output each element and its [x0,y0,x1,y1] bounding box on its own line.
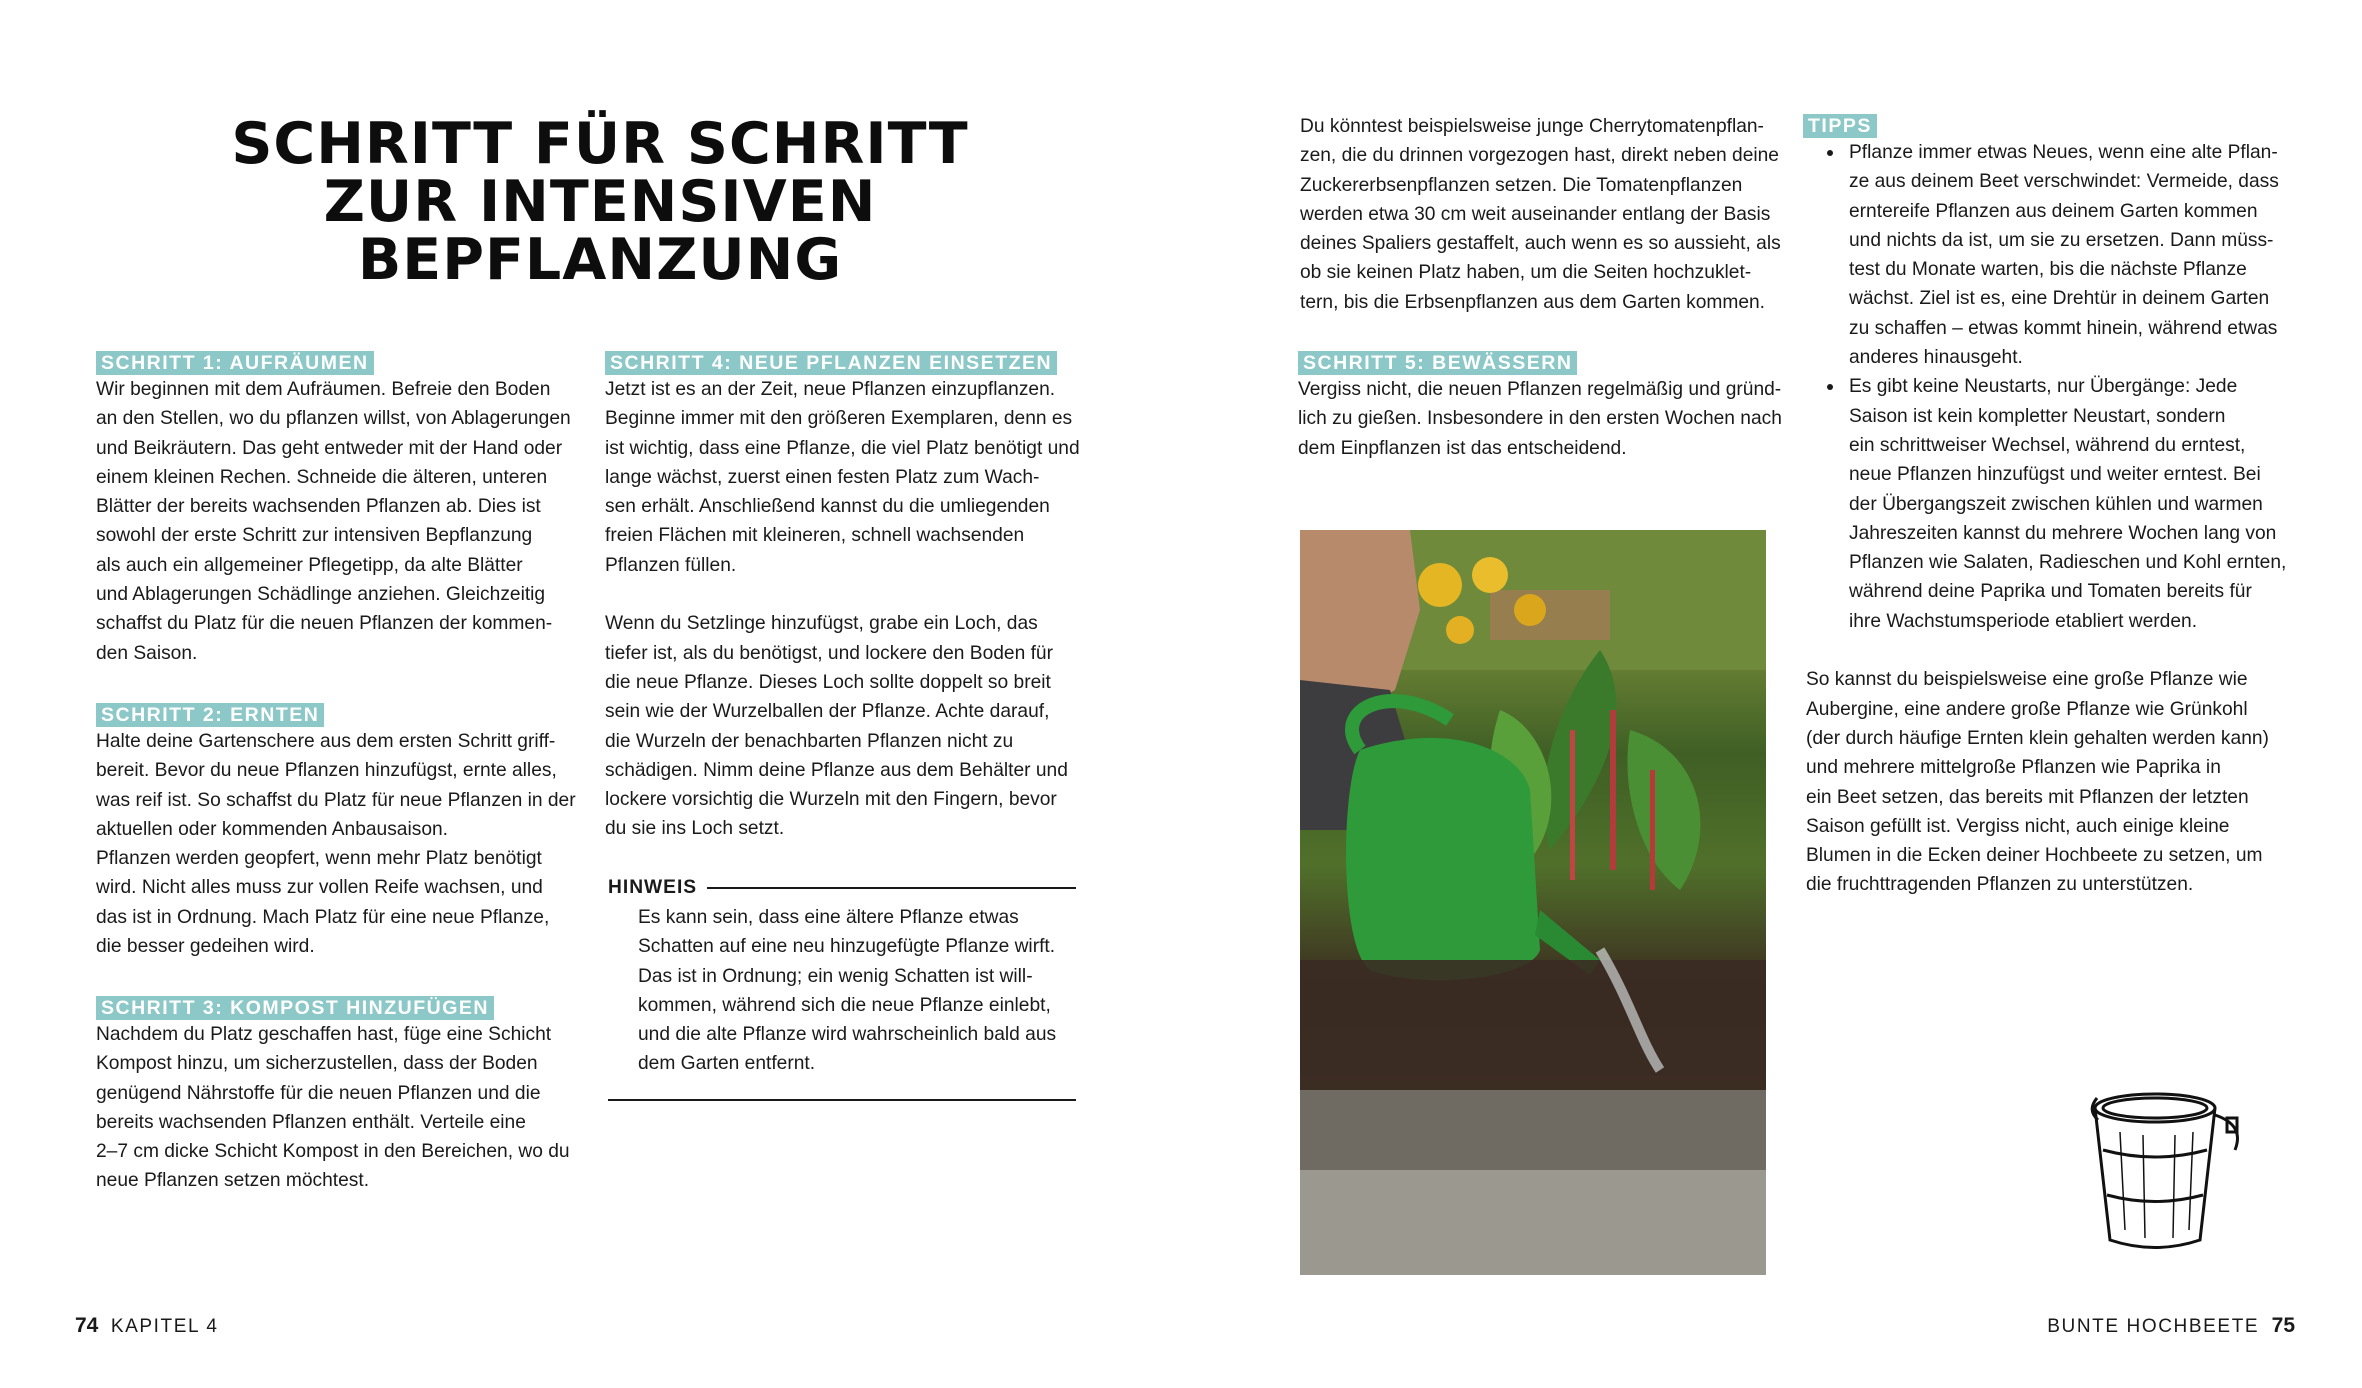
title-line: BEPFLANZUNG [357,227,843,293]
text-line: Pflanze immer etwas Neues, wenn eine alte Pflan- [1849,142,2278,163]
text-line: erntereife Pflanzen aus deinem Garten kommen [1849,200,2258,222]
text-line: die fruchttragenden Pflanzen zu unterstützen. [1806,874,2194,896]
hinweis-box [608,877,1076,1101]
tipps-bullet-1 [1849,138,2283,372]
text-line: test du Monate warten, bis die nächste Pflanze [1849,259,2247,281]
text-line: deines Spaliers gestaffelt, auch wenn es so aussieht, als [1300,233,1781,255]
bullet-dot [1827,150,1833,156]
tipps-label: TIPPS [1803,114,1877,138]
text-line: Pflanzen füllen. [605,554,737,576]
text-line: was reif ist. So schaffst du Platz für neue Pflanzen in der [96,789,576,811]
text-line: Es gibt keine Neustarts, nur Übergänge: Jede [1849,376,2238,398]
step-2-section [96,703,576,961]
text-line: das ist in Ordnung. Mach Platz für eine neue Pflanze, [96,906,550,928]
text-line: sen erhält. Anschließend kannst du die umliegenden [605,496,1050,518]
text-line: die neue Pflanze. Dieses Loch sollte doppelt so breit [605,671,1051,693]
text-line: und nichts da ist, um sie zu ersetzen. Dann müss- [1849,229,2274,251]
step-4-label: SCHRITT 4: NEUE PFLANZEN EINSETZEN [605,351,1057,375]
text-line: genügend Nährstoffe für die neuen Pflanzen und die [96,1082,541,1104]
text-line: So kannst du beispielsweise eine große Pflanze wie [1806,669,2248,691]
step-5-section [1298,351,1782,463]
hinweis-heading: HINWEIS [608,877,698,898]
step-1-text [96,375,576,668]
text-line: wird. Nicht alles muss zur vollen Reife wachsen, und [96,877,543,899]
bullet-dot [1827,384,1833,390]
text-line: als auch ein allgemeiner Pflegetipp, da alte Blätter [96,554,523,576]
text-line: sein wie der Wurzelballen der Pflanze. Achte darauf, [605,701,1050,723]
text-line: Jetzt ist es an der Zeit, neue Pflanzen einzupflanzen. [605,379,1056,400]
text-line: Halte deine Gartenschere aus dem ersten Schritt griff- [96,731,556,752]
text-line: während deine Paprika und Tomaten bereits für [1849,581,2252,603]
text-line: ein Beet setzen, das bereits mit Pflanzen der letzten [1806,786,2249,808]
text-line: aktuellen oder kommenden Anbausaison. [96,818,449,840]
chapter-label: KAPITEL 4 [110,1316,219,1337]
tipps-closing-text [1806,665,2283,899]
text-line: werden etwa 30 cm weit auseinander entlang der Basis [1300,203,1771,225]
hinweis-top-rule [707,887,1076,889]
hinweis-text [608,903,1076,1079]
text-line: anderes hinausgeht. [1849,347,2023,369]
text-line: schaffst du Platz für die neuen Pflanzen der kommen- [96,613,553,635]
text-line: einem kleinen Rechen. Schneide die älteren, unteren [96,466,548,488]
text-line: lich zu gießen. Insbesondere in den ersten Wochen nach [1298,408,1782,430]
step-3-section [96,996,576,1196]
text-line: wächst. Ziel ist es, eine Drehtür in deinem Garten [1849,288,2270,310]
text-line: Kompost hinzu, um sicherzustellen, dass der Boden [96,1053,538,1075]
text-line: sowohl der erste Schritt zur intensiven Bepflanzung [96,525,533,547]
title-line: ZUR INTENSIVEN [323,169,877,235]
step-3-text [96,1020,576,1196]
text-line: zen, die du drinnen vorgezogen hast, direkt neben deine [1300,145,1779,167]
bucket-icon [2085,1080,2245,1255]
text-line: an den Stellen, wo du pflanzen willst, von Ablagerungen [96,408,571,430]
text-line: neue Pflanzen hinzufügst und weiter erntest. Bei [1849,464,2261,486]
page-title [150,111,1050,293]
tipps-section [1803,114,2287,900]
text-line: kommen, während sich die neue Pflanze einlebt, [638,994,1051,1016]
text-line: Wenn du Setzlinge hinzufügst, grabe ein Loch, das [605,613,1038,635]
text-line: ist wichtig, dass eine Pflanze, die viel Platz benötigt und [605,437,1080,459]
text-line: und Ablagerungen Schädlinge anziehen. Gleichzeitig [96,584,546,606]
garden-photo-illustration [1300,530,1766,1275]
text-line: tern, bis die Erbsenpflanzen aus dem Garten kommen. [1300,291,1766,313]
text-line: Vergiss nicht, die neuen Pflanzen regelmäßig und gründ- [1298,379,1782,400]
page-number-left: 74 [75,1314,99,1337]
step-1-label: SCHRITT 1: AUFRÄUMEN [96,351,374,375]
footer-left [75,1314,219,1338]
text-line: Jahreszeiten kannst du mehrere Wochen lang von [1849,522,2277,544]
text-line: die besser gedeihen wird. [96,936,315,958]
text-line: zu schaffen – etwas kommt hinein, während etwas [1849,317,2278,339]
text-line: Saison gefüllt ist. Vergiss nicht, auch einige kleine [1806,815,2230,837]
text-line: bereits wachsenden Pflanzen enthält. Verteile eine [96,1111,526,1133]
text-line: ze aus deinem Beet verschwindet: Vermeide, dass [1849,171,2279,193]
text-line: freien Flächen mit kleineren, schnell wachsenden [605,525,1025,547]
text-line: ein schrittweiser Wechsel, während du erntest, [1849,434,2246,456]
tipps-bullet-2-text [1849,372,2287,636]
text-line: Wir beginnen mit dem Aufräumen. Befreie den Boden [96,379,551,400]
page-number-right: 75 [2271,1314,2295,1337]
hinweis-bottom-rule [608,1099,1076,1101]
text-line: schädigen. Nimm deine Pflanze aus dem Behälter und [605,759,1068,781]
text-line: Das ist in Ordnung; ein wenig Schatten ist will- [638,965,1033,987]
text-line: Beginne immer mit den größeren Exemplaren, denn es [605,408,1073,430]
step-2-label: SCHRITT 2: ERNTEN [96,703,324,727]
text-line: Pflanzen werden geopfert, wenn mehr Platz benötigt [96,848,542,870]
step-3-label: SCHRITT 3: KOMPOST HINZUFÜGEN [96,996,494,1020]
step-5-text [1298,375,1782,463]
text-line: neue Pflanzen setzen möchtest. [96,1170,370,1192]
tipps-bullet-2 [1849,372,2287,636]
step-4-text-b [605,609,1085,843]
tipps-bullet-1-text [1849,138,2283,372]
text-line: den Saison. [96,642,198,664]
text-line: der Übergangszeit zwischen kühlen und warmen [1849,493,2263,515]
text-line: tiefer ist, als du benötigst, und lockere den Boden für [605,642,1053,664]
text-line: lange wächst, zuerst einen festen Platz zum Wach- [605,466,1040,488]
garden-photo [1300,530,1766,1275]
text-line: die Wurzeln der benachbarten Pflanzen nicht zu [605,730,1014,752]
step-1-section [96,351,576,668]
text-line: Blumen in die Ecken deiner Hochbeete zu setzen, um [1806,845,2263,867]
text-line: und die alte Pflanze wird wahrscheinlich bald aus [638,1024,1057,1046]
text-line: Saison ist kein kompletter Neustart, sondern [1849,405,2226,427]
text-line: du sie ins Loch setzt. [605,818,785,840]
text-line: ihre Wachstumsperiode etabliert werden. [1849,610,2198,632]
text-line: dem Einpflanzen ist das entscheidend. [1298,437,1627,459]
text-line: und mehrere mittelgroße Pflanzen wie Paprika in [1806,757,2221,779]
text-line: Blätter der bereits wachsenden Pflanzen ab. Dies ist [96,496,541,518]
step-4-section [605,351,1085,844]
text-line: Es kann sein, dass eine ältere Pflanze etwas [638,907,1019,928]
step-4-text-a [605,375,1085,580]
step-2-text [96,727,576,961]
footer-right [2047,1314,2295,1338]
text-line: Pflanzen wie Salaten, Radieschen und Kohl ernten, [1849,552,2287,574]
text-line: Du könntest beispielsweise junge Cherrytomatenpflan- [1300,116,1764,137]
text-line: Zuckererbsenpflanzen setzen. Die Tomatenpflanzen [1300,174,1743,196]
text-line: (der durch häufige Ernten klein gehalten werden kann) [1806,727,2269,749]
text-line: 2–7 cm dicke Schicht Kompost in den Bereichen, wo du [96,1141,570,1163]
text-line: Schatten auf eine neu hinzugefügte Pflanze wirft. [638,936,1056,958]
right-intro [1300,112,1780,317]
text-line: Aubergine, eine andere große Pflanze wie Grünkohl [1806,698,2248,720]
book-section-label: BUNTE HOCHBEETE [2047,1316,2260,1337]
step-5-label: SCHRITT 5: BEWÄSSERN [1298,351,1577,375]
text-line: und Beikräutern. Das geht entweder mit der Hand oder [96,437,563,459]
right-intro-text [1300,112,1780,317]
text-line: bereit. Bevor du neue Pflanzen hinzufügst, ernte alles, [96,760,557,782]
text-line: lockere vorsichtig die Wurzeln mit den Fingern, bevor [605,789,1057,811]
text-line: Nachdem du Platz geschaffen hast, füge eine Schicht [96,1024,552,1045]
text-line: ob sie keinen Platz haben, um die Seiten hochzuklet- [1300,262,1752,284]
title-line: SCHRITT FÜR SCHRITT [231,111,969,177]
text-line: dem Garten entfernt. [638,1053,816,1075]
